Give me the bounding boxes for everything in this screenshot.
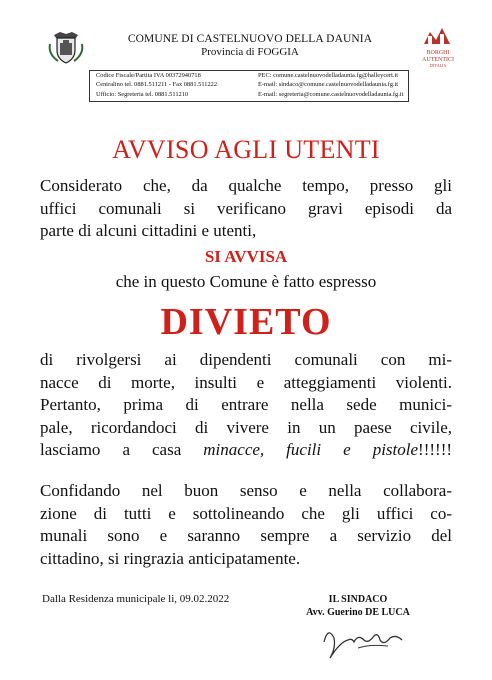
signer-block [300, 593, 416, 619]
switchboard-phone: Centralino tel. 0881.511211 - Fax 0881.511222 [96, 81, 218, 89]
line-prefix: lasciamo a casa [40, 440, 204, 459]
tax-code: Codice Fiscale/Partita IVA 00372940718 [96, 72, 201, 79]
paragraph-line: zione di tutti e sottolineando che gli uffici co- [40, 503, 452, 523]
paragraph-line: Pertanto, prima di entrare nella sede munici- [40, 395, 452, 414]
signer-name: Avv. Guerino DE LUCA [306, 607, 410, 618]
paragraph-closing [40, 480, 452, 570]
divieto-heading: DIVIETO [160, 301, 332, 343]
paragraph-line: Confidando nel buon senso e nella collabora- [40, 481, 452, 500]
contact-left-column [96, 71, 248, 99]
paragraph-line: munali sono e saranno sempre a servizio del [40, 526, 452, 545]
paragraph-line: cittadino, si ringrazia anticipatamente. [40, 548, 301, 568]
pec-email: PEC: comune.castelnuovodelladaunia.fg@halleycert.it [258, 72, 399, 79]
municipality-name: COMUNE DI CASTELNUOVO DELLA DAUNIA [127, 33, 373, 45]
si-avvisa-heading: SI AVVISA [204, 247, 288, 266]
svg-text:D'ITALIA: D'ITALIA [429, 63, 447, 68]
secretariat-phone: Ufficio: Segreteria tel. 0881.511210 [96, 90, 189, 98]
svg-text:AUTENTICI: AUTENTICI [422, 57, 454, 63]
secretariat-email: E-mail: segreteria@comune.castelnuovodelladaunia.fg.it [258, 90, 404, 98]
paragraph-line: di rivolgersi ai dipendenti comunali con mi- [40, 350, 452, 369]
municipal-crest-logo [46, 26, 86, 66]
comune-line: che in questo Comune è fatto espresso [115, 272, 377, 291]
paragraph-line: Considerato che, da qualche tempo, presso gli [40, 176, 452, 195]
handwritten-signature [318, 618, 408, 664]
place-and-date: Dalla Residenza municipale li, 09.02.2022 [42, 593, 230, 605]
paragraph-line: uffici comunali si verificano gravi episodi da [40, 198, 452, 218]
borghi-autentici-logo [416, 22, 460, 70]
notice-title: AVVISO AGLI UTENTI [112, 135, 380, 164]
emphasis-weapons: minacce, fucili e pistole [203, 440, 419, 459]
mayor-email: E-mail: sindaco@comune.castelnuovodelladaunia.fg.it [258, 81, 399, 89]
paragraph-line: pale, ricordandoci di vivere in un paese civile, [40, 417, 452, 437]
paragraph-line: parte di alcuni cittadini e utenti, [40, 221, 257, 240]
contact-right-column [258, 71, 408, 99]
svg-text:BORGHI: BORGHI [426, 50, 450, 56]
line-suffix: !!!!!! [418, 440, 453, 459]
signer-role: IL SINDACO [328, 594, 388, 605]
paragraph-prohibition [40, 349, 452, 462]
paragraph-line [40, 439, 452, 462]
province-name: Provincia di FOGGIA [201, 46, 299, 58]
paragraph-intro [40, 175, 452, 243]
paragraph-line: nacce di morte, insulti e atteggiamenti violenti. [40, 372, 452, 392]
